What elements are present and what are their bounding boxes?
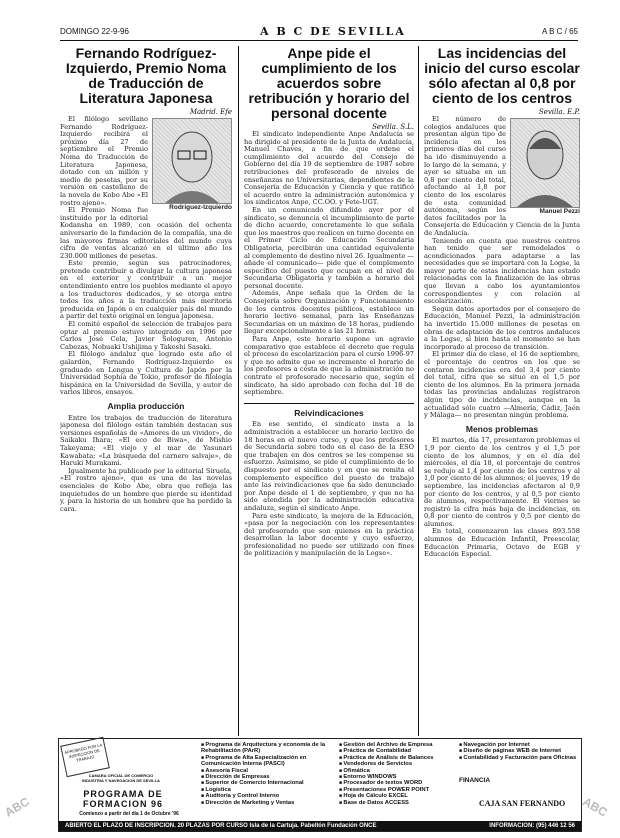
course-item: ■ Vendedores de Servicios <box>339 761 454 767</box>
article-body <box>60 116 232 513</box>
program-start: Comienzo a partir del día 1 de Octubre '96 <box>79 811 179 817</box>
course-item: ■ Contabilidad y Facturación para Oficinas <box>459 755 577 761</box>
paragraph: El filólogo sevillano Fernando Rodríguez-Izquierdo recibirá el próximo día 27 de septiembre el Premio Noma de Traducción de Literatura Japonesa, dotado con un millón y medio de pesetas, por su versión en castellano de la novela de Kobo Abe «El rostro ajeno». <box>60 115 148 207</box>
paragraph: En ese sentido, el sindicato insta a la administración a establecer un horario lectivo de 18 horas en el nuevo curso, y que los profesores de Secundaria sobre todo en el caso de la ESO que trabajen en dos centros se les compense su esfuerzo. Asimismo, se pide el cumplimiento de lo dispuesto por el sindicato y en que se remita el complemento específico del puesto de trabajo ante las reivindicaciones que ha sido denunciado por Anpe desde el 1 de septiembre, y que no ha sido atendida por la administración educativa andaluza, según el sindicato Anpe. <box>244 420 414 512</box>
ad-info-bar <box>59 821 581 831</box>
course-item: ■ Práctica de Contabilidad <box>339 748 454 754</box>
course-item: ■ Procesador de textos WORD <box>339 780 454 786</box>
course-item: ■ Asesoría Fiscal <box>201 768 331 774</box>
course-item: ■ Dirección de Empresas <box>201 774 331 780</box>
course-item: ■ Diseño de páginas WEB de Internet <box>459 748 577 754</box>
article-body <box>244 131 414 558</box>
portrait-icon <box>153 119 231 203</box>
paragraph: Según datos aportados por el consejero de Educación, Manuel Pezzi, la administración ha invertido 15.000 millones de pesetas en obras de adaptación de los centros andaluces a la Logse, si bien hasta el momento se han incorporado al proceso de transición. <box>424 304 580 351</box>
page-date: DOMINGO 22-9-96 <box>60 27 129 36</box>
masthead <box>60 26 578 41</box>
paragraph: El filólogo andaluz que logrado este año el galardón, Fernando Rodríguez-Izquierdo es graduado en Lengua y Cultura de Japón por la Universidad Sophia de Tokio, profesor de filología hispánica en la Universidad de Sevilla, y autor de varios libros, ensayos. <box>60 350 232 397</box>
newspaper-title: A B C DE SEVILLA <box>260 25 406 38</box>
headline: Anpe pide el cumplimiento de los acuerdos sobre retribución y horario del personal docente <box>248 46 410 121</box>
paragraph: El martes, día 17, presentaron problemas el 1,9 por ciento de los centros y el 1,5 por ciento de los alumnos, y en el día del miércoles, el día 18, el porcentaje de centros se redujo al 1,4 por ciento de los centros y al 1,0 por ciento de los alumnos; el jueves, 19 de septiembre, las incidencias afectaron al 0,9 por ciento de los centros, y al 0,5 por ciento de alumnos, respectivamente. El viernes se registró la cifra más baja de incidencias, en 0,8 por ciento de centros y 0,5 por ciento de alumnos. <box>424 436 580 528</box>
portrait-photo <box>152 118 232 204</box>
watermark-right: ABC <box>580 794 610 820</box>
course-list-a <box>201 742 331 806</box>
column-divider <box>238 46 239 736</box>
sponsor-label: FINANCIA <box>459 777 491 784</box>
sponsor-bank: CAJA SAN FERNANDO <box>479 799 566 808</box>
watermark-left: ABC <box>2 794 32 820</box>
subheading: Amplia producción <box>107 400 185 411</box>
course-item: ■ Ofimática <box>339 768 454 774</box>
paragraph: Este premio, según sus patrocinadores, pretende contribuir a divulgar la cultura japonesa en el exterior y contribuir a un mejor entendimiento entre los pueblos mediante el apoyo a los traductores dedicados, y se otorga entre todos los años a la traducción más meritoria producida en Japón o en cualquier país del mundo a partir del texto original en lengua japonesa. <box>60 259 232 321</box>
headline: Las incidencias del inicio del curso escolar sólo afectan al 0,8 por ciento de los centros <box>424 46 580 106</box>
course-item: ■ Presentaciones POWER POINT <box>339 787 454 793</box>
article-noma-prize <box>60 46 232 742</box>
course-item: ■ Programa de Arquitectura y economía de la Rehabilitación (PArR) <box>201 742 331 755</box>
course-item: ■ Navegación por Internet <box>459 742 577 748</box>
paragraph: En un comunicado difundido ayer por el sindicato, se denuncia el incumplimiento de parte de dicho acuerdo, concretamente lo que señala que los maestros que realicen en turno docente en el Primer Ciclo de Educación Secundaria Obligatoria, percibirán una cantidad equivalente al complemento de destino nivel 26. Igualmente —añade el comunicado— pide que el complemento específico del puesto que ocupan en el nivel de Secundaria Obligatoria y también a horario del personal docente. <box>244 205 414 290</box>
photo-caption: Rodríguez-Izquierdo <box>169 204 232 211</box>
course-item: ■ Logística <box>201 787 331 793</box>
photo-caption: Manuel Pezzi <box>539 208 580 215</box>
dateline: Madrid. Efe <box>189 108 232 116</box>
subheading: Menos problemas <box>465 423 539 434</box>
course-item: ■ Práctica de Análisis de Balances <box>339 755 454 761</box>
ad-brand-block <box>59 739 195 819</box>
paragraph: El Premio Noma fue instituido por la editorial Kodansha en 1989, con ocasión del ochenta aniversario de la fundación de la compañía, una de las mayores firmas editoriales del mundo cuya cifra de ventas alcanzó en el último año los 230.000 millones de pesetas. <box>60 206 232 260</box>
info-phone: INFORMACION: (95) 446 12 56 <box>489 823 575 829</box>
course-item: ■ Superior de Comercio Internacional <box>201 780 331 786</box>
portrait-photo <box>510 118 580 208</box>
paragraph: Para este sindicato, la mejora de la Educación, «pasa por la negociación con los representantes del profesorado que son quienes en la práctica desarrollan la labor docente y cuyo esfuerzo, profesionalidad no puede ser utilizado con fines de politización y manipulación de la Logse». <box>244 511 414 558</box>
photo-frame <box>152 118 232 214</box>
subheading: Reivindicaciones <box>294 407 364 418</box>
paragraph: En total, comenzaron las clases 893.558 alumnos de Educación Infantil, Preescolar, Educación Primaria, Octavo de EGB y Educación Especial. <box>424 527 580 559</box>
dateline: Sevilla. E.P. <box>538 108 580 116</box>
course-list-c <box>459 742 577 761</box>
article-anpe <box>244 46 414 742</box>
approval-stamp: APROBADO POR LA INSPECCION DE TRABAJO <box>60 737 110 777</box>
paragraph: Teniendo en cuenta que nuestros centros han tenido que ser remodelados o acondicionados para adaptarse a las necesidades que se importará con la Logse, la mayor parte de estas incidencias han estado relacionadas con la finalización de las obras que llevan a cabo los ayuntamientos correspondientes y con relación al escolarización. <box>424 236 580 306</box>
paragraph: El sindicato independiente Anpe Andalucía se ha dirigido al presidente de la Junta de Andalucía, Manuel Chaves, a fin de que ordene el cumplimiento del acuerdo del Consejo de Gobierno del día 19 de septiembre de 1987 sobre retribuciones del profesorado de niveles de enseñanzas no Universitarias, dependientes de la Consejería de Educación y Ciencia y que ratificó el acuerdo entre la administración autonómica y los sindicatos Anpe, CC.OO. y Fete-UGT. <box>244 130 414 207</box>
portrait-icon <box>511 119 579 207</box>
course-item: ■ Entorno WINDOWS <box>339 774 454 780</box>
course-item: ■ Base de Datos ACCESS <box>339 800 454 806</box>
paragraph: El número de colegios andaluces que presentan algún tipo de incidencia en los primeros días del curso ha ido disminuyendo a lo largo de la semana, y ayer se situaba en un 0,8 por ciento del total, afectando al 1,8 por ciento de los escolares de esta comunidad autónoma, según los datos facilitados por la Consejería de Educación y Ciencia de la Junta de Andalucía. <box>424 115 580 237</box>
article-school-year <box>424 46 580 742</box>
photo-frame <box>510 118 580 218</box>
program-title: PROGRAMA DE FORMACION 96 <box>82 789 163 809</box>
divider <box>244 403 414 404</box>
article-body <box>424 116 580 559</box>
course-item: ■ Hoja de Cálculo EXCEL <box>339 793 454 799</box>
paragraph: Igualmente ha publicado por la editorial Siruela, «El rostro ajeno», que es una de las novelas esenciales de Kobo Abe, obra que refleja las inquietudes de un hombre que pierde su identidad y, para la historia de un hombre que ha perdido la cara. <box>60 466 232 513</box>
headline: Fernando Rodríguez-Izquierdo, Premio Noma de Traducción de Literatura Japonesa <box>65 46 227 106</box>
paragraph: Además, Anpe señala que la Orden de la Consejería sobre Organización y Funcionamiento de los centros docentes públicos, establece un horario lectivo semanal, para las Enseñanzas Secundarias en un máximo de 18 horas, pudiendo llegar excepcionalmente a las 21 horas. <box>244 289 414 336</box>
paragraph: Entre los trabajos de traducción de literatura japonesa del filólogo están también destacan sus versiones españolas de «Amores de un vividor», de Saikaku Ihara; «El eco de Biwa», de Mishio Takeyama; «El viejo y el mar de Yasunari Kawabata; «La búsqueda del carnero salvaje», de Haruki Murakami. <box>60 413 232 468</box>
enrollment-notice: ABIERTO EL PLAZO DE INSCRIPCION. 20 PLAZAS POR CURSO Isla de la Cartuja. Pabellón Fundación ONCE <box>65 823 377 829</box>
course-item: ■ Auditoría y Control Interno <box>201 793 331 799</box>
paragraph: Para Anpe, este horario supone un agravio comparativo que establece el decreto que regula el proceso de escolarización para el curso 1996-97 y que no admite que se incremente el horario de los profesores a costa de que la administración no contrate el profesorado necesario que, según el sindicato, ha sido aprobado con fecha del 18 de septiembre. <box>244 335 414 397</box>
chamber-name: CAMARA OFICIAL DE COMERCIO INDUSTRIA Y NAVEGACION DE SEVILLA <box>82 773 160 783</box>
paragraph: El comité español de selección de trabajos para optar al premio estuvo integrado en 1996 por Carlos José Cela, Javier Sologuren, Antonio Cabezas, Nobuaki Ushijima y Takeshi Sasaki. <box>60 320 232 351</box>
dateline: Sevilla. S.L. <box>372 123 414 131</box>
page-number: A B C / 65 <box>541 27 578 36</box>
advertisement <box>58 738 582 832</box>
column-divider <box>418 46 419 736</box>
course-item: ■ Dirección de Marketing y Ventas <box>201 800 331 806</box>
paragraph: El primer día de clase, el 16 de septiembre, el porcentaje de centros en los que se contaron incidencias era del 3,4 por ciento del total, cifra que se situó en el 1,5 por ciento de los alumnos. En la primera jornada todas las provincias andaluzas registraron algún tipo de incidencias, aunque en la actualidad sólo cuatro —Almería, Cádiz, Jaén y Málaga— no presentan ningún problema. <box>424 350 580 420</box>
course-item: ■ Gestión del Archivo de Empresa <box>339 742 454 748</box>
course-list-b <box>339 742 454 806</box>
course-item: ■ Programa de Alta Especialización en Comunicación Interna (PASCI) <box>201 755 331 768</box>
